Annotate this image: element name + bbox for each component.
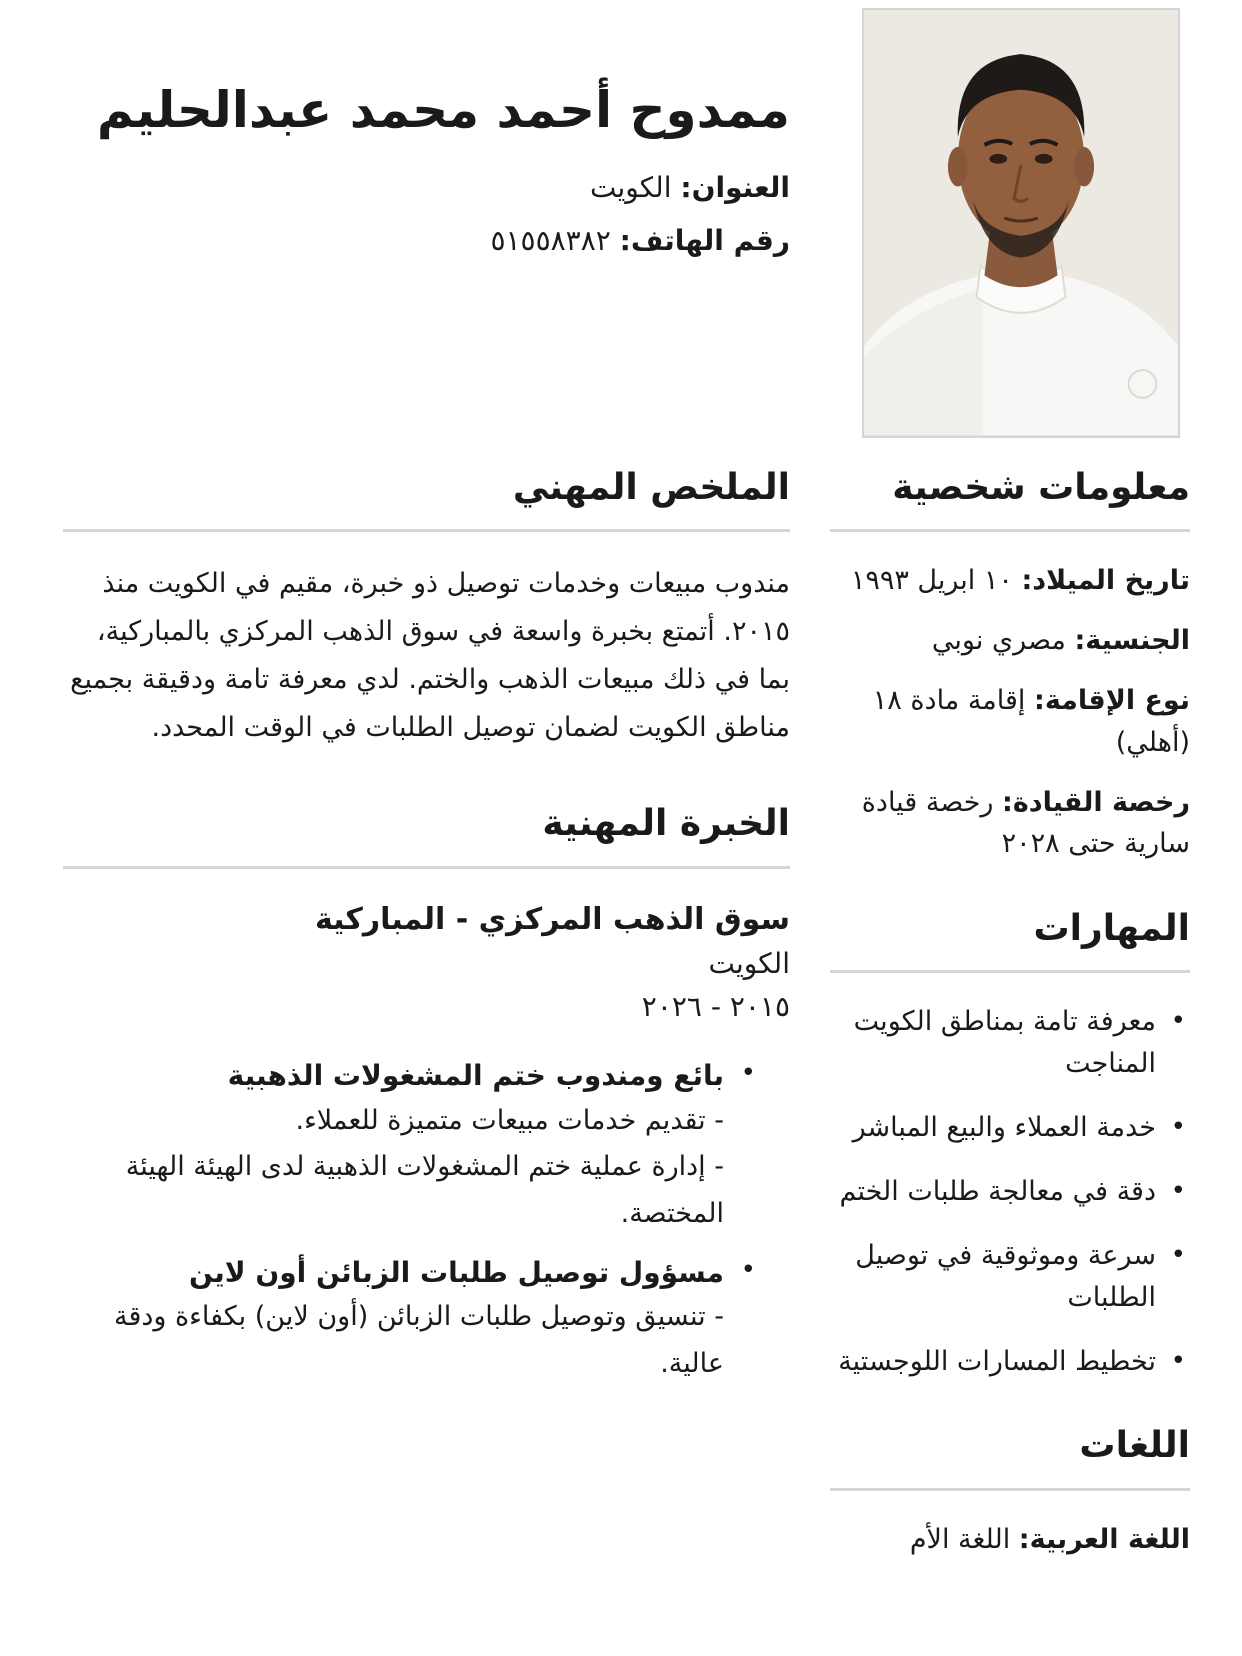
arabic-language-value: اللغة الأم <box>909 1523 1011 1555</box>
skill-item <box>830 1001 1190 1085</box>
bullet-icon: • <box>1170 1239 1186 1270</box>
role-title: بائع ومندوب ختم المشغولات الذهبية <box>227 1059 724 1093</box>
skill-item <box>830 1235 1190 1319</box>
dob-value: ١٠ ابريل ١٩٩٣ <box>850 565 1013 597</box>
main-column <box>63 466 790 1401</box>
resume-header <box>70 80 790 274</box>
phone-value: ٥١٥٥٨٣٨٢ <box>490 224 611 258</box>
experience-section <box>63 802 790 1387</box>
role-duty: - تنسيق وتوصيل طلبات الزبائن (أون لاين) بكفاءة ودقة عالية. <box>114 1301 724 1379</box>
summary-section <box>63 466 790 752</box>
skill-text: خدمة العملاء والبيع المباشر <box>852 1112 1156 1144</box>
skill-item <box>830 1341 1190 1383</box>
nationality-value: مصري نوبي <box>931 625 1066 657</box>
address-line <box>70 168 790 207</box>
roles-list <box>63 1054 790 1387</box>
summary-title: الملخص المهني <box>63 466 790 532</box>
person-portrait-icon <box>864 10 1178 436</box>
experience-title: الخبرة المهنية <box>63 802 790 868</box>
profile-photo <box>862 8 1180 438</box>
residency-value: إقامة مادة ١٨ (أهلي) <box>872 684 1190 758</box>
bullet-icon: • <box>740 1058 756 1089</box>
dob-line <box>830 560 1190 602</box>
license-label: رخصة القيادة: <box>1002 786 1190 818</box>
sidebar-column <box>830 466 1190 1578</box>
personal-info-section <box>830 466 1190 865</box>
bullet-icon: • <box>1170 1112 1186 1143</box>
summary-text: مندوب مبيعات وخدمات توصيل ذو خبرة، مقيم في الكويت منذ ٢٠١٥. أتمتع بخبرة واسعة في سوق الذهب المركزي بالمباركية، بما في ذلك مبيعات الذهب والختم. لدي معرفة تامة ودقيقة بجميع مناطق الكويت لضمان توصيل الطلبات في الوقت المحدد. <box>70 568 790 744</box>
address-label: العنوان: <box>680 171 790 204</box>
residency-line <box>830 680 1190 764</box>
full-name: ممدوح أحمد محمد عبدالحليم <box>96 81 790 139</box>
nationality-line <box>830 620 1190 662</box>
license-value: رخصة قيادة سارية حتى ٢٠٢٨ <box>861 786 1190 860</box>
skill-item <box>830 1107 1190 1149</box>
nationality-label: الجنسية: <box>1074 625 1190 657</box>
skill-text: معرفة تامة بمناطق الكويت المناجت <box>853 1006 1156 1080</box>
employment-period: ٢٠١٥ - ٢٠٢٦ <box>641 989 790 1023</box>
languages-section <box>830 1424 1190 1560</box>
role-duty: - إدارة عملية ختم المشغولات الذهبية لدى الهيئة الهيئة المختصة. <box>125 1151 724 1229</box>
skill-text: دقة في معالجة طلبات الختم <box>839 1175 1156 1207</box>
phone-line <box>70 221 790 260</box>
arabic-language-label: اللغة العربية: <box>1018 1523 1190 1555</box>
skill-item <box>830 1171 1190 1213</box>
languages-title: اللغات <box>830 1424 1190 1490</box>
role-item <box>63 1054 790 1237</box>
arabic-language-line <box>830 1519 1190 1561</box>
bullet-icon: • <box>1170 1006 1186 1037</box>
role-item <box>63 1251 790 1387</box>
role-title: مسؤول توصيل طلبات الزبائن أون لاين <box>189 1256 724 1290</box>
company-location: الكويت <box>708 946 790 980</box>
skills-title: المهارات <box>830 907 1190 973</box>
role-duty: - تقديم خدمات مبيعات متميزة للعملاء. <box>295 1104 724 1136</box>
skill-text: تخطيط المسارات اللوجستية <box>838 1345 1156 1377</box>
personal-info-title: معلومات شخصية <box>830 466 1190 532</box>
bullet-icon: • <box>1170 1175 1186 1206</box>
skills-list <box>830 1001 1190 1382</box>
phone-label: رقم الهاتف: <box>619 224 790 258</box>
license-line <box>830 782 1190 866</box>
company-name: سوق الذهب المركزي - المباركية <box>314 901 790 937</box>
address-value: الكويت <box>589 171 672 204</box>
bullet-icon: • <box>1170 1345 1186 1376</box>
dob-label: تاريخ الميلاد: <box>1021 565 1190 597</box>
residency-label: نوع الإقامة: <box>1034 684 1190 716</box>
skill-text: سرعة وموثوقية في توصيل الطلبات <box>855 1239 1156 1313</box>
bullet-icon: • <box>740 1255 756 1286</box>
skills-section <box>830 907 1190 1382</box>
